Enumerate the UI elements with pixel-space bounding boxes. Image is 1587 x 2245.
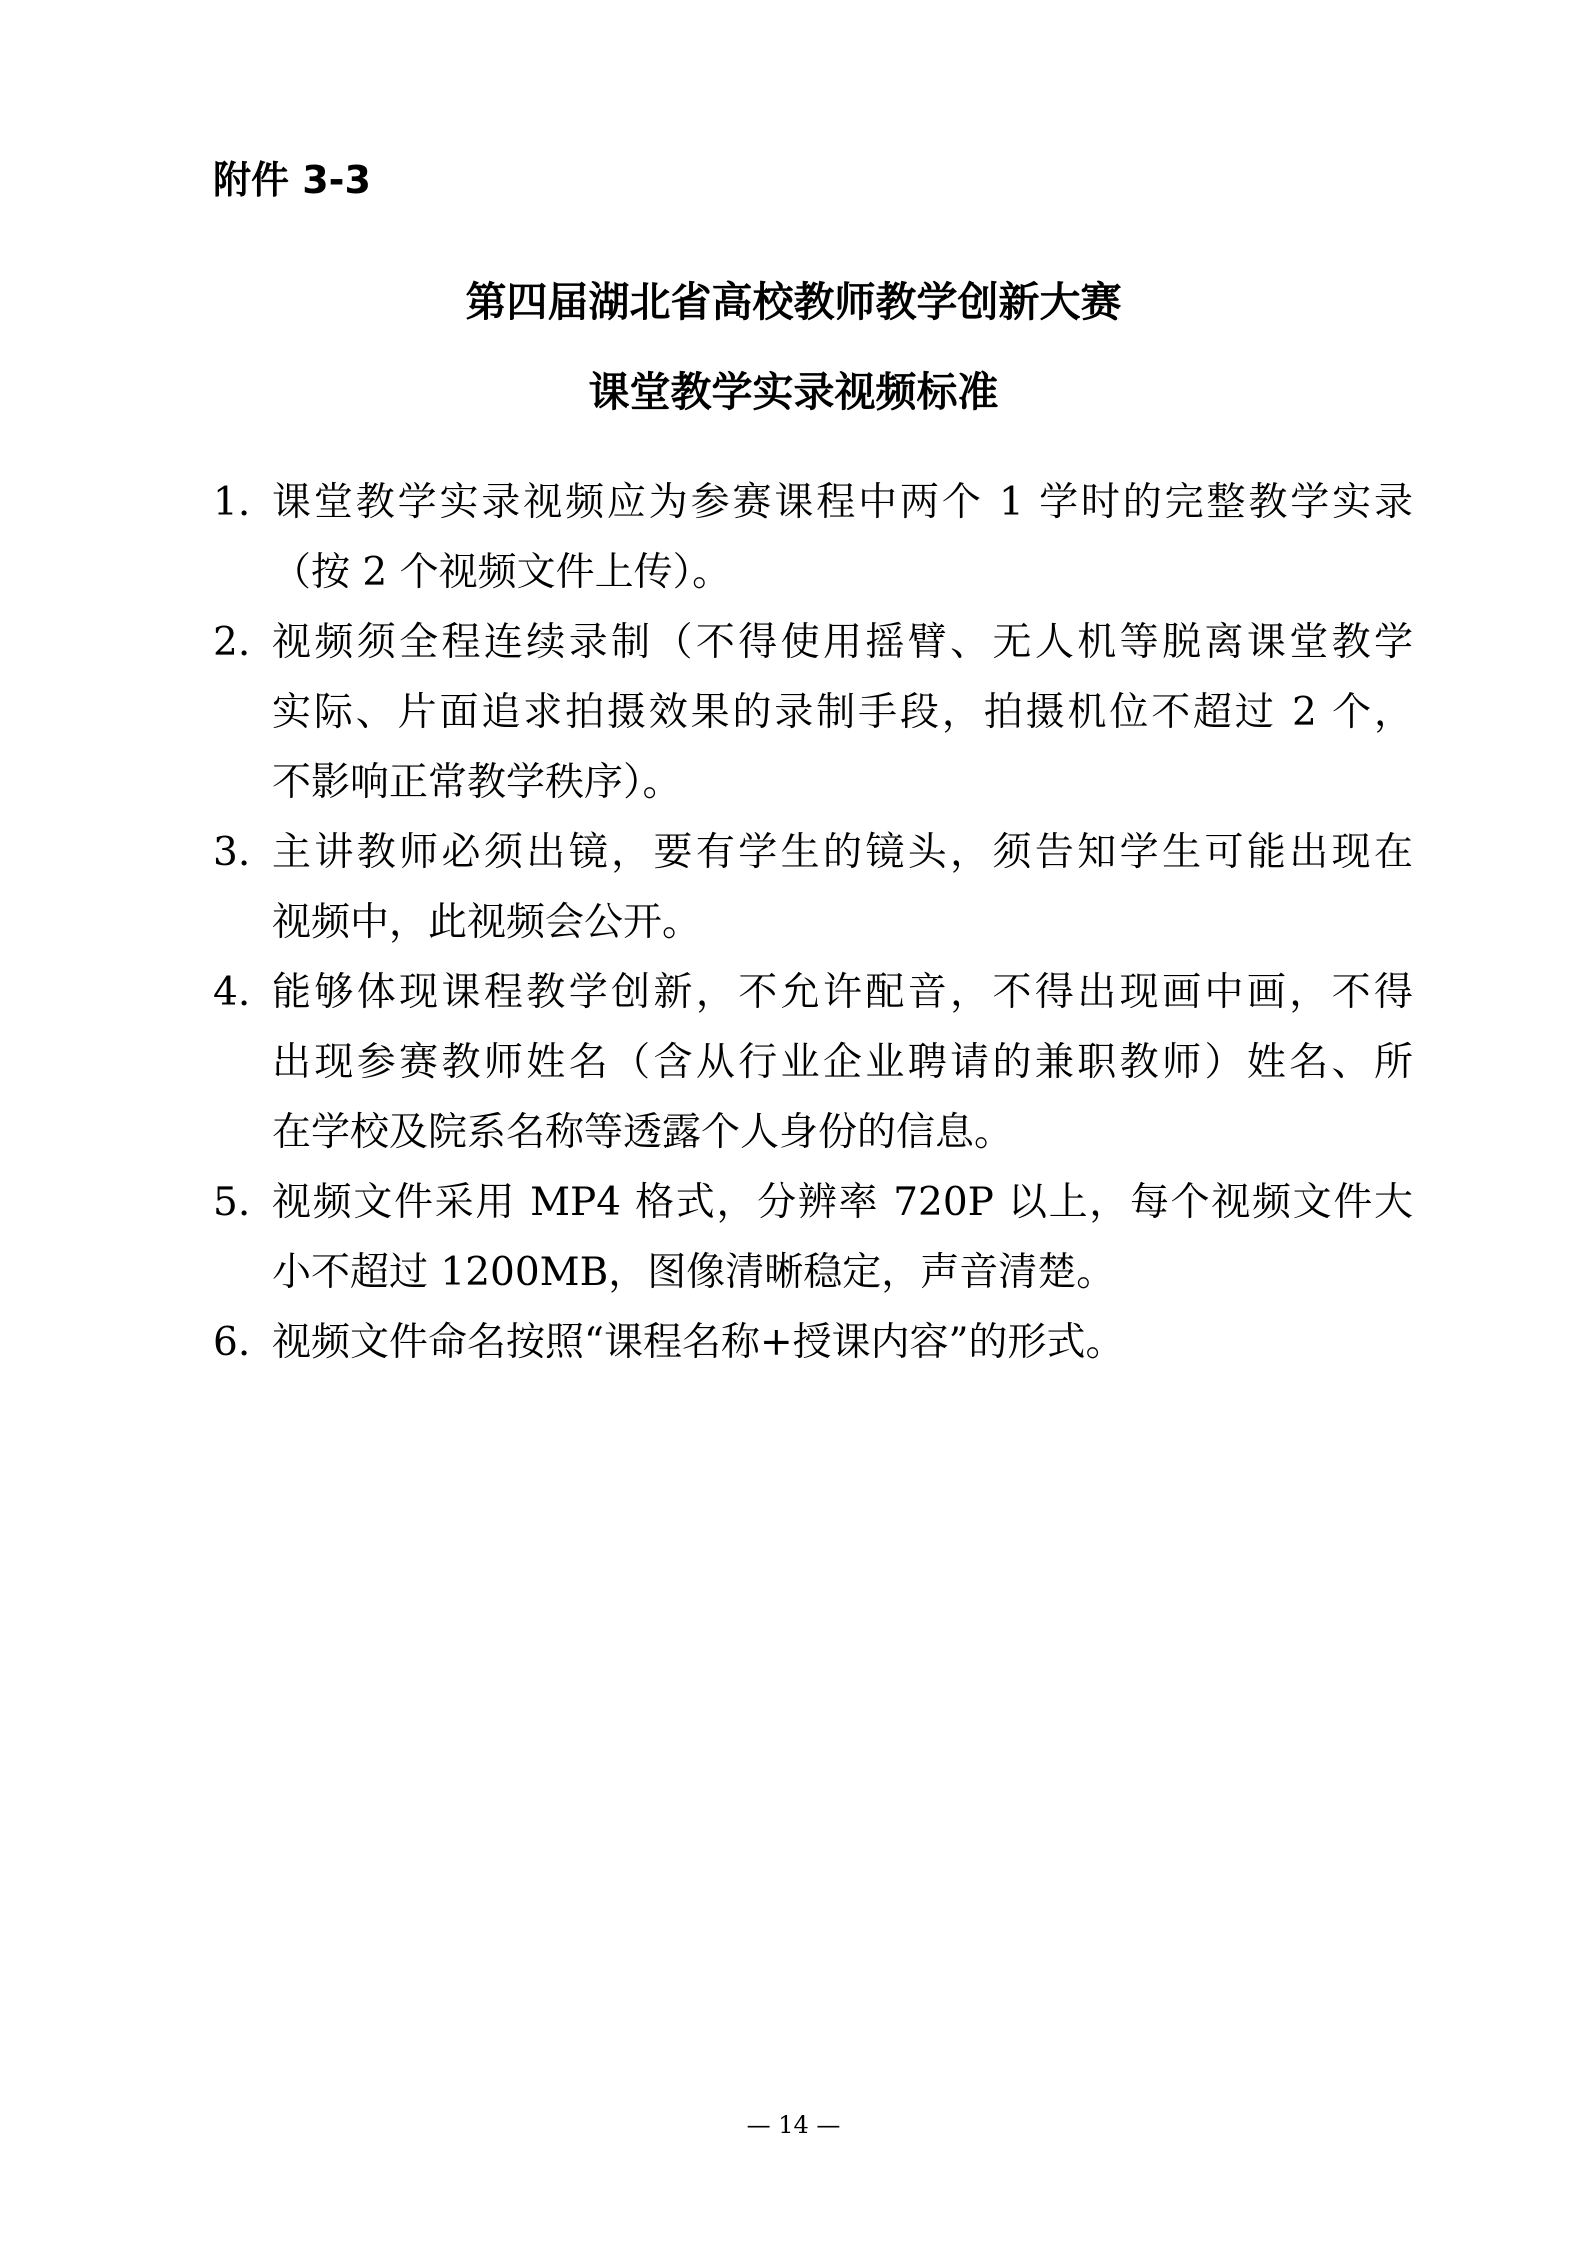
item-line: 在学校及院系名称等透露个人身份的信息。 xyxy=(272,1110,1014,1155)
list-item xyxy=(213,468,1413,608)
item-line: 视频须全程连续录制（不得使用摇臂、无人机等脱离课堂教学 xyxy=(272,620,1413,665)
item-number: 1. xyxy=(213,480,251,525)
attachment-label: 附件 3-3 xyxy=(213,158,371,202)
item-line: 视频文件采用 MP4 格式，分辨率 720P 以上，每个视频文件大 xyxy=(272,1180,1413,1225)
item-line: 视频中，此视频会公开。 xyxy=(272,900,702,945)
item-text xyxy=(272,1308,1413,1378)
document-title: 第四届湖北省高校教师教学创新大赛 xyxy=(465,278,1122,326)
item-line: 主讲教师必须出镜，要有学生的镜头，须告知学生可能出现在 xyxy=(272,830,1413,875)
item-line: 课堂教学实录视频应为参赛课程中两个 1 学时的完整教学实录 xyxy=(272,480,1413,525)
item-line: 视频文件命名按照“课程名称+授课内容”的形式。 xyxy=(272,1320,1125,1365)
item-line: 出现参赛教师姓名（含从行业企业聘请的兼职教师）姓名、所 xyxy=(272,1040,1413,1085)
list-item xyxy=(213,818,1413,958)
list-item xyxy=(213,608,1413,818)
item-text xyxy=(272,958,1413,1168)
item-text xyxy=(272,1168,1413,1308)
list-item xyxy=(213,1308,1413,1378)
page-number: — 14 — xyxy=(746,2111,841,2139)
requirements-list xyxy=(213,468,1413,1378)
document-subtitle: 课堂教学实录视频标准 xyxy=(588,368,999,416)
item-line: 不影响正常教学秩序）。 xyxy=(272,760,682,805)
item-line: 能够体现课程教学创新，不允许配音，不得出现画中画，不得 xyxy=(272,970,1413,1015)
item-text xyxy=(272,608,1413,818)
item-number: 5. xyxy=(213,1180,251,1225)
item-text xyxy=(272,818,1413,958)
list-item xyxy=(213,958,1413,1168)
item-line: 实际、片面追求拍摄效果的录制手段，拍摄机位不超过 2 个， xyxy=(272,690,1413,735)
item-number: 2. xyxy=(213,620,251,665)
item-number: 3. xyxy=(213,830,251,875)
item-line: 小不超过 1200MB，图像清晰稳定，声音清楚。 xyxy=(272,1250,1116,1295)
item-number: 6. xyxy=(213,1320,251,1365)
item-text xyxy=(272,468,1413,608)
list-item xyxy=(213,1168,1413,1308)
item-number: 4. xyxy=(213,970,251,1015)
item-line: （按 2 个视频文件上传）。 xyxy=(272,550,732,595)
